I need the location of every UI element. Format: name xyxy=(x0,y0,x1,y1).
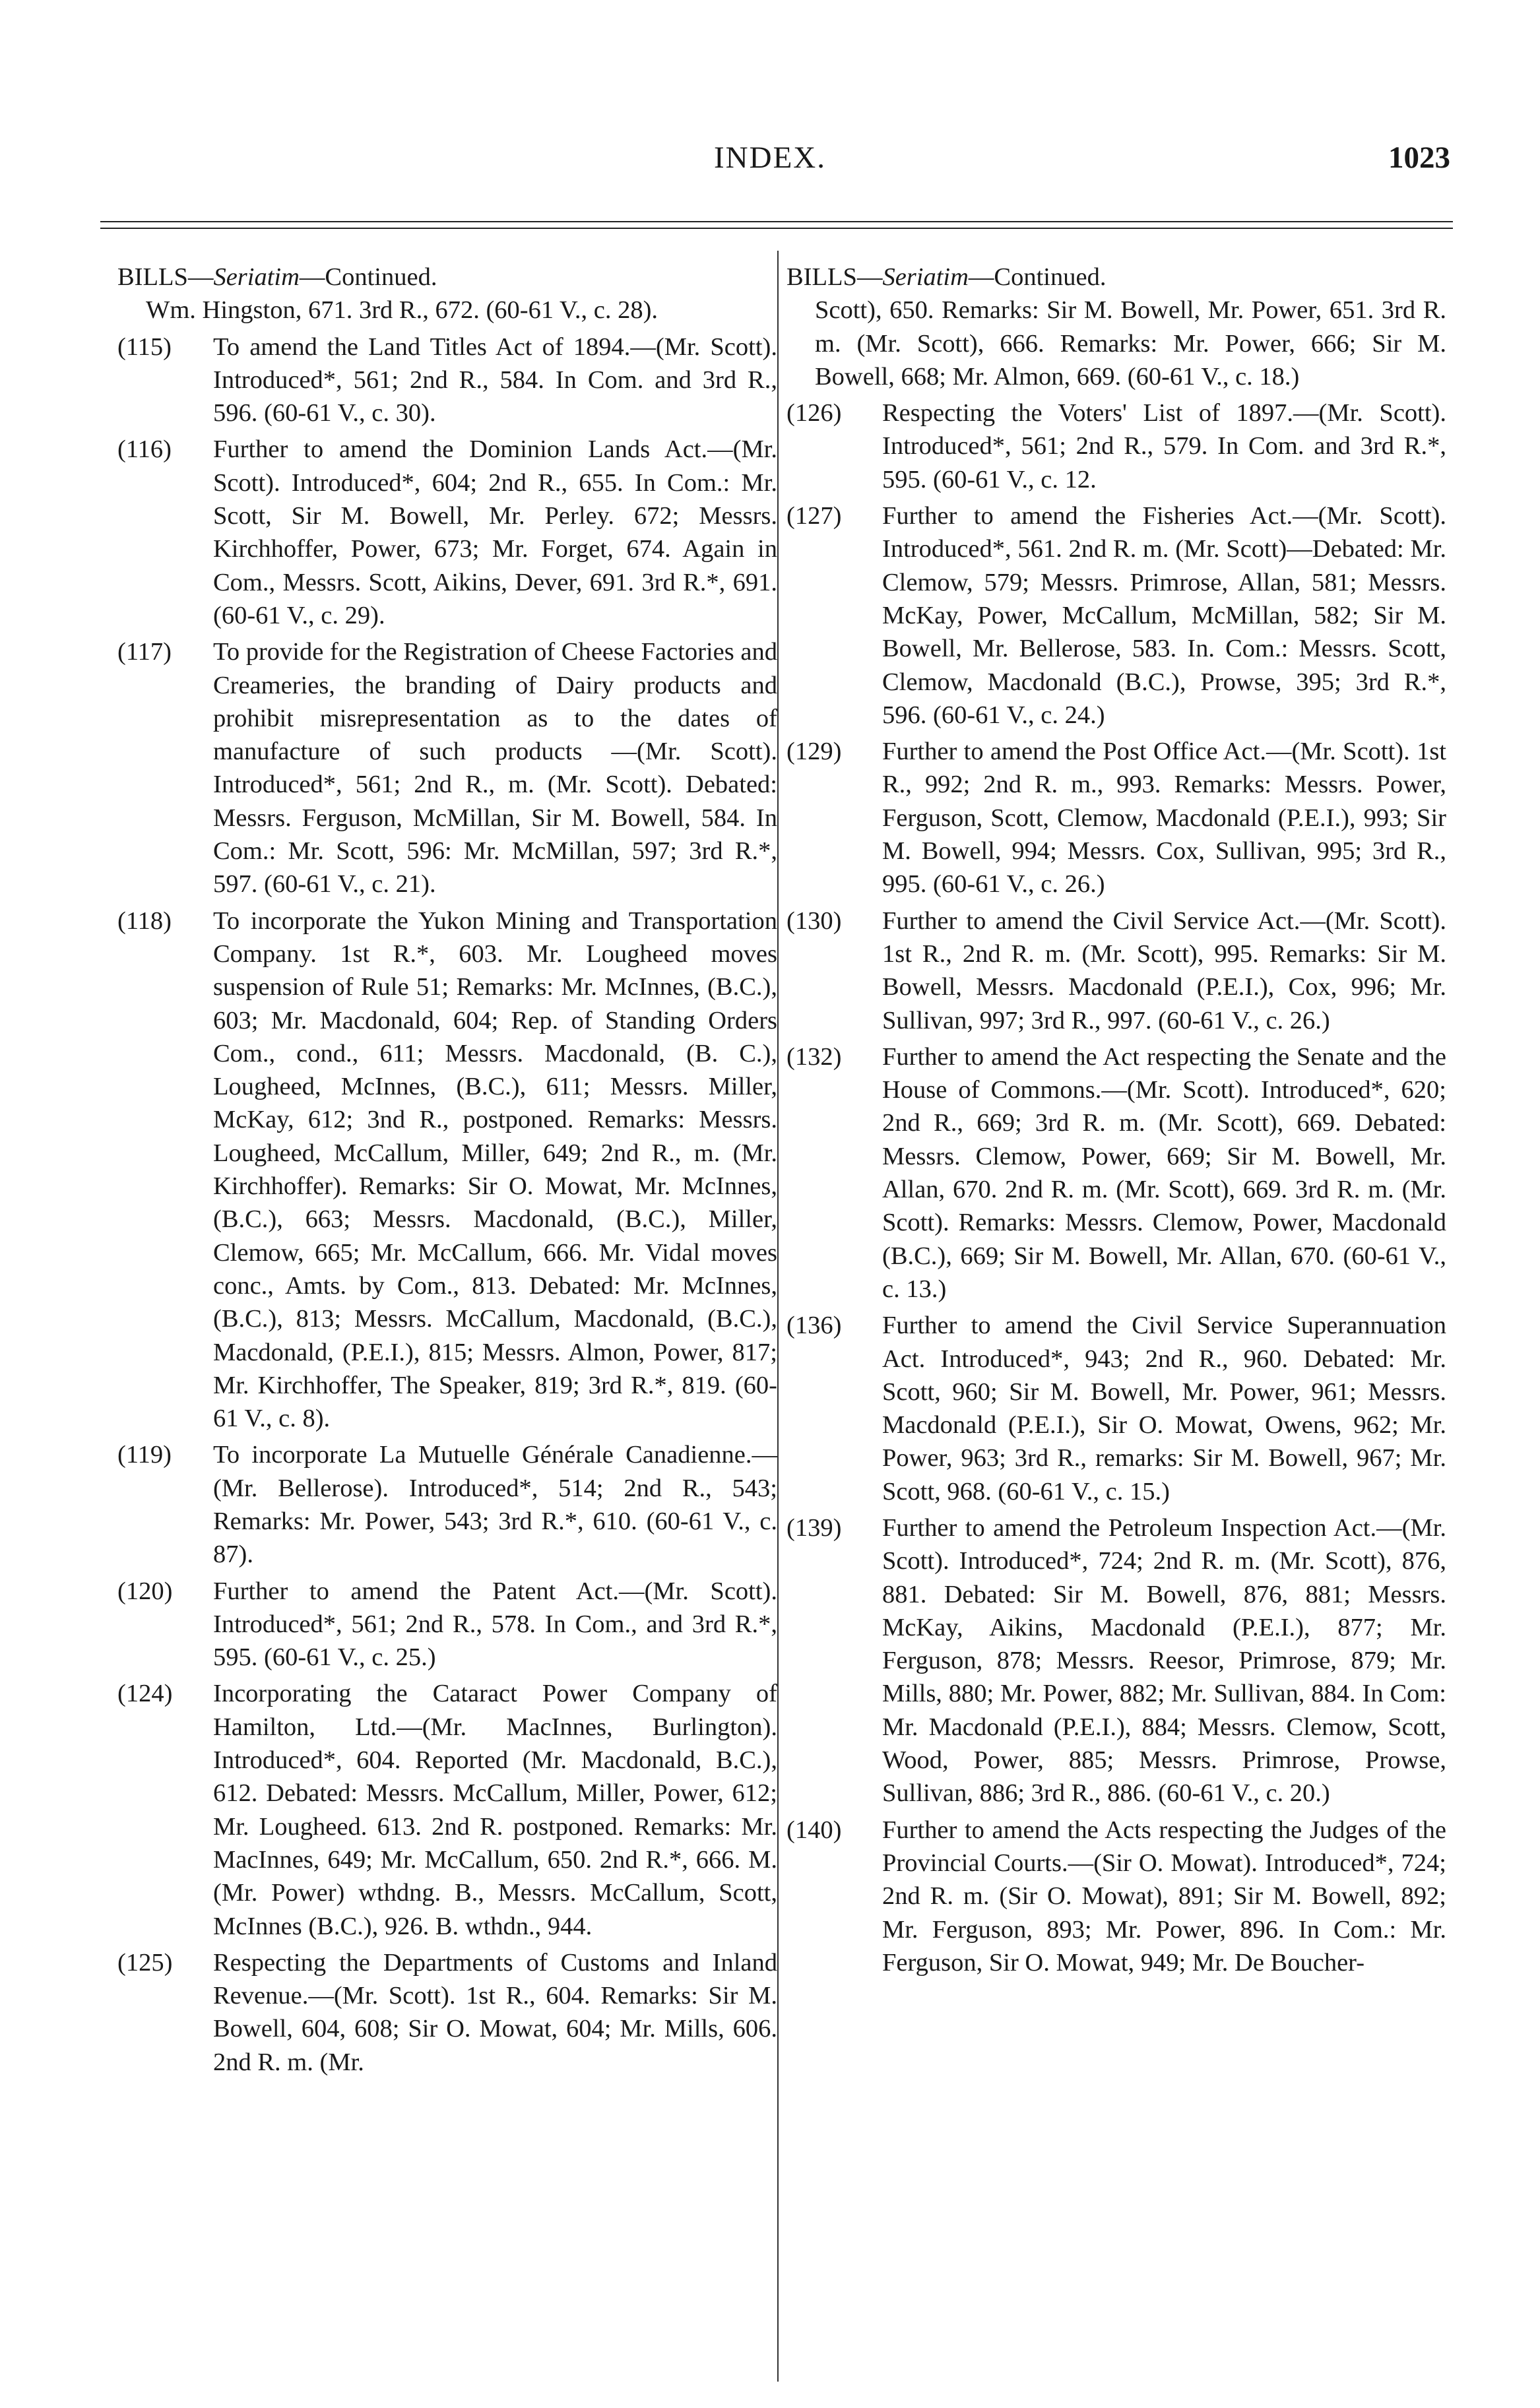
left-entry-list xyxy=(117,331,777,2079)
continuation-text: Wm. Hingston, 671. 3rd R., 672. (60-61 V., c. 28). xyxy=(146,296,658,325)
bill-number: (127) xyxy=(786,502,842,530)
bill-entry xyxy=(117,635,777,901)
page-number: 1023 xyxy=(1388,141,1450,175)
bill-number: (140) xyxy=(786,1816,842,1844)
bill-entry xyxy=(117,433,777,632)
header-rule-top xyxy=(100,221,1453,222)
bill-number: (115) xyxy=(117,333,172,361)
bill-number: (124) xyxy=(117,1680,173,1708)
heading-italic: Seriatim xyxy=(882,263,969,291)
bill-text: Further to amend the Fisheries Act.—(Mr. Scott). Introduced*, 561. 2nd R. m. (Mr. Scott)—Debated: Mr. Clemow, 579; Messrs. Primrose, Allan, 581; Messrs. McKay, Power, McCallum, McMillan, 582; Sir M. Bowell, Mr. Bellerose, 583. In. Com.: Messrs. Scott, Clemow, Macdonald (B.C.), Prowse, 395; 3rd R.*, 596. (60-61 V., c. 24.) xyxy=(882,502,1446,729)
bill-text: Further to amend the Post Office Act.—(Mr. Scott). 1st R., 992; 2nd R. m., 993. Remarks: Messrs. Power, Ferguson, Scott, Clemow, Macdonald (P.E.I.), 993; Sir M. Bowell, 994; Messrs. Cox, Sullivan, 995; 3rd R., 995. (60-61 V., c. 26.) xyxy=(882,738,1446,899)
bill-text: To provide for the Registration of Cheese Factories and Creameries, the branding of Dairy products and prohibit misrepresentation as to the dates of manufacture of such products —(Mr. Scott). Introduced*, 561; 2nd R., m. (Mr. Scott). Debated: Messrs. Ferguson, McMillan, Sir M. Bowell, 584. In Com.: Mr. Scott, 596: Mr. McMillan, 597; 3rd R.*, 597. (60-61 V., c. 21). xyxy=(213,638,777,899)
bill-entry xyxy=(786,1814,1446,1979)
bill-number: (136) xyxy=(786,1312,842,1340)
bill-text: Further to amend the Civil Service Act.—(Mr. Scott). 1st R., 2nd R. m. (Mr. Scott), 995. Remarks: Sir M. Bowell, Messrs. Macdonald (P.E.I.), Cox, 996; Mr. Sullivan, 997; 3rd R., 997. (60-61 V., c. 26.) xyxy=(882,906,1446,1034)
bill-text: To amend the Land Titles Act of 1894.—(Mr. Scott). Introduced*, 561; 2nd R., 584. In Com. and 3rd R., 596. (60-61 V., c. 30). xyxy=(213,333,777,428)
bill-text: Further to amend the Acts respecting the Judges of the Provincial Courts.—(Sir O. Mowat). Introduced*, 724; 2nd R. m. (Sir O. Mowat), 891; Sir M. Bowell, 892; Mr. Ferguson, 893; Mr. Power, 896. In Com.: Mr. Ferguson, Sir O. Mowat, 949; Mr. De Boucher- xyxy=(882,1816,1446,1977)
bill-entry xyxy=(117,1438,777,1571)
bill-text: Further to amend the Dominion Lands Act.—(Mr. Scott). Introduced*, 604; 2nd R., 655. In Com.: Mr. Scott, Sir M. Bowell, Mr. Perley. 672; Messrs. Kirchhoffer, Power, 673; Mr. Forget, 674. Again in Com., Messrs. Scott, Aikins, Dever, 691. 3rd R.*, 691. (60-61 V., c. 29). xyxy=(213,435,777,629)
bill-number: (125) xyxy=(117,1948,173,1977)
right-entry-list xyxy=(786,396,1446,1979)
left-column-heading xyxy=(117,261,777,294)
bill-text: Respecting the Departments of Customs and Inland Revenue.—(Mr. Scott). 1st R., 604. Remarks: Sir M. Bowell, 604, 608; Sir O. Mowat, 604; Mr. Mills, 606. 2nd R. m. (Mr. xyxy=(213,1948,777,2076)
heading-italic: Seriatim xyxy=(213,263,300,291)
heading-main: BILLS— xyxy=(786,263,883,291)
right-column-heading xyxy=(786,261,1446,294)
heading-suffix: —Continued. xyxy=(968,263,1107,291)
bill-entry xyxy=(786,396,1446,496)
bill-entry xyxy=(786,1309,1446,1508)
bill-text: Respecting the Voters' List of 1897.—(Mr. Scott). Introduced*, 561; 2nd R., 579. In Com. and 3rd R.*, 595. (60-61 V., c. 12. xyxy=(882,399,1446,493)
bill-entry xyxy=(117,1575,777,1674)
bill-number: (116) xyxy=(117,435,172,464)
bill-number: (129) xyxy=(786,738,842,766)
bill-text: Further to amend the Petroleum Inspection Act.—(Mr. Scott). Introduced*, 724; 2nd R. m. (Mr. Scott), 876, 881. Debated: Sir M. Bowell, 876, 881; Messrs. McKay, Aikins, Macdonald (P.E.I.), 877; Mr. Ferguson, 878; Messrs. Reesor, Primrose, 879; Mr. Mills, 880; Mr. Power, 882; Mr. Sullivan, 884. In Com: Mr. Macdonald (P.E.I.), 884; Messrs. Clemow, Scott, Wood, Power, 885; Messrs. Primrose, Prowse, Sullivan, 886; 3rd R., 886. (60-61 V., c. 20.) xyxy=(882,1513,1446,1808)
heading-suffix: —Continued. xyxy=(299,263,437,291)
bill-text: Incorporating the Cataract Power Company of Hamilton, Ltd.—(Mr. MacInnes, Burlington). Introduced*, 604. Reported (Mr. Macdonald, B.C.), 612. Debated: Messrs. McCallum, Miller, Power, 612; Mr. Lougheed. 613. 2nd R. postponed. Remarks: Mr. MacInnes, 649; Mr. McCallum, 650. 2nd R.*, 666. M. (Mr. Power) wthdng. B., Messrs. McCallum, Scott, McInnes (B.C.), 926. B. wthdn., 944. xyxy=(213,1680,777,1940)
bill-entry xyxy=(786,499,1446,732)
heading-main: BILLS— xyxy=(117,263,214,291)
bill-number: (120) xyxy=(117,1577,173,1605)
bill-entry xyxy=(786,735,1446,901)
bill-text: Further to amend the Patent Act.—(Mr. Scott). Introduced*, 561; 2nd R., 578. In Com., and 3rd R.*, 595. (60-61 V., c. 25.) xyxy=(213,1577,777,1672)
page-title: INDEX. xyxy=(714,141,826,175)
bill-number: (130) xyxy=(786,906,842,935)
bill-entry xyxy=(117,904,777,1436)
bill-number: (132) xyxy=(786,1042,842,1071)
bill-number: (119) xyxy=(117,1441,172,1469)
bill-entry xyxy=(786,1511,1446,1810)
bill-text: To incorporate the Yukon Mining and Transportation Company. 1st R.*, 603. Mr. Lougheed moves suspension of Rule 51; Remarks: Mr. McInnes, (B.C.), 603; Mr. Macdonald, 604; Rep. of Standing Orders Com., cond., 611; Messrs. Macdonald, (B. C.), Lougheed, McInnes, (B.C.), 611; Messrs. Miller, McKay, 612; 3nd R., postponed. Remarks: Messrs. Lougheed, McCallum, Miller, 649; 2nd R., m. (Mr. Kirchhoffer). Remarks: Sir O. Mowat, Mr. McInnes, (B.C.), 663; Messrs. Macdonald, (B.C.), Miller, Clemow, 665; Mr. McCallum, 666. Mr. Vidal moves conc., Amts. by Com., 813. Debated: Mr. McInnes, (B.C.), 813; Messrs. McCallum, Macdonald, (B.C.), Macdonald, (P.E.I.), 815; Messrs. Almon, Power, 817; Mr. Kirchhoffer, The Speaker, 819; 3rd R.*, 819. (60-61 V., c. 8). xyxy=(213,906,777,1433)
bill-entry xyxy=(117,1946,777,2079)
column-divider xyxy=(777,251,779,2382)
bill-entry xyxy=(117,1677,777,1942)
bill-entry xyxy=(117,331,777,430)
bill-entry xyxy=(786,1040,1446,1306)
bill-text: Further to amend the Act respecting the Senate and the House of Commons.—(Mr. Scott). Introduced*, 620; 2nd R., 669; 3rd R. m. (Mr. Scott), 669. Debated: Messrs. Clemow, Power, 669; Sir M. Bowell, Mr. Allan, 670. 2nd R. m. (Mr. Scott), 669. 3rd R. m. (Mr. Scott). Remarks: Messrs. Clemow, Power, Macdonald (B.C.), 669; Sir M. Bowell, Mr. Allan, 670. (60-61 V., c. 13.) xyxy=(882,1042,1446,1303)
bill-text: Further to amend the Civil Service Superannuation Act. Introduced*, 943; 2nd R., 960. Debated: Mr. Scott, 960; Sir M. Bowell, Mr. Power, 961; Messrs. Macdonald (P.E.I.), Sir O. Mowat, Owens, 962; Mr. Power, 963; 3rd R., remarks: Sir M. Bowell, 967; Mr. Scott, 968. (60-61 V., c. 15.) xyxy=(882,1312,1446,1505)
bill-number: (118) xyxy=(117,906,172,935)
bill-number: (117) xyxy=(117,638,172,666)
bill-number: (126) xyxy=(786,399,842,428)
left-column xyxy=(117,261,777,2082)
bill-text: To incorporate La Mutuelle Générale Canadienne.—(Mr. Bellerose). Introduced*, 514; 2nd R., 543; Remarks: Mr. Power, 543; 3rd R.*, 610. (60-61 V., c. 87). xyxy=(213,1441,777,1569)
bill-entry xyxy=(786,904,1446,1037)
header-rule-bottom xyxy=(100,228,1453,229)
right-column xyxy=(786,261,1446,1982)
bill-number: (139) xyxy=(786,1513,842,1542)
page-header xyxy=(0,140,1540,193)
continuation-text: Scott), 650. Remarks: Sir M. Bowell, Mr. Power, 651. 3rd R. m. (Mr. Scott), 666. Remarks: Mr. Power, 666; Sir M. Bowell, 668; Mr. Almon, 669. (60-61 V., c. 18.) xyxy=(815,296,1446,391)
